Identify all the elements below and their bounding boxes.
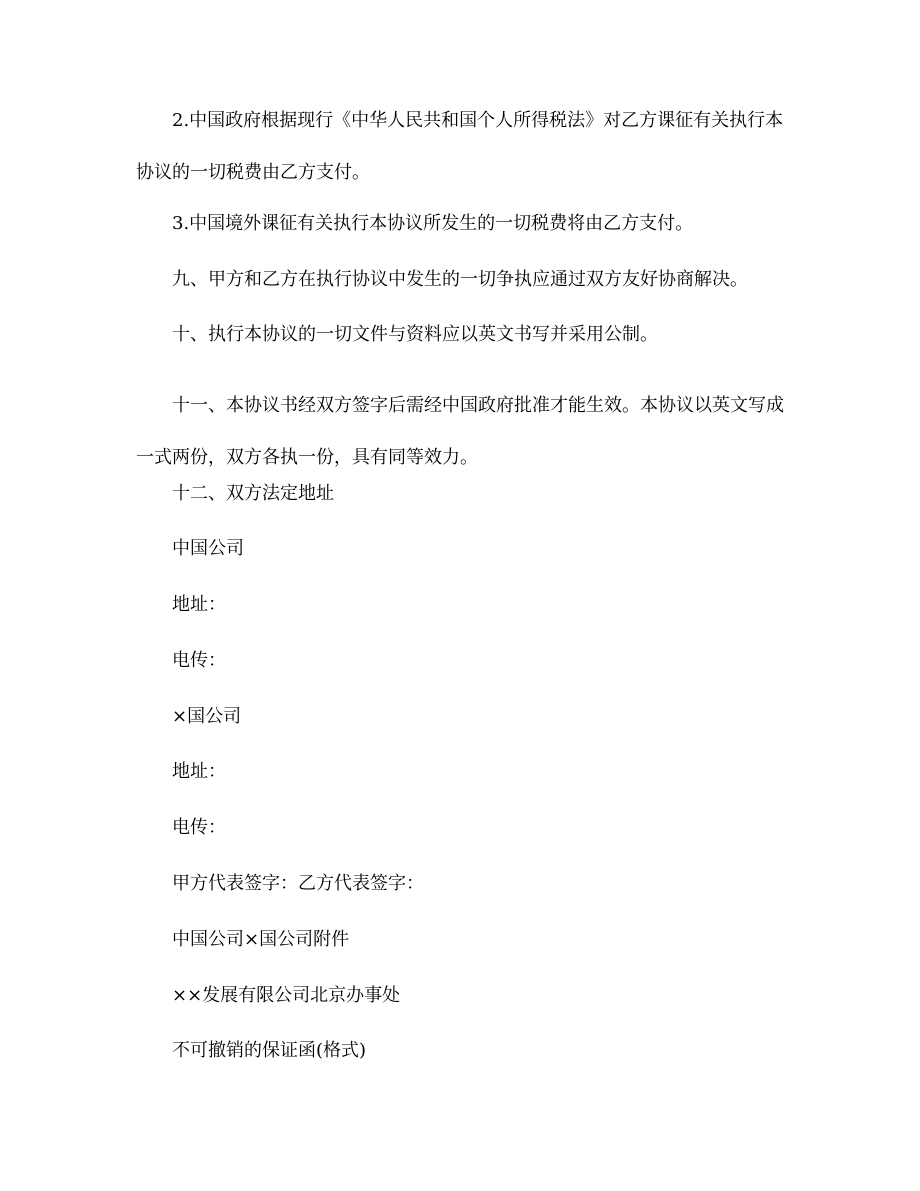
clause-11: 十一、本协议书经双方签字后需经中国政府批准才能生效。本协议以英文写成一式两份，双方各执一份，具有同等效力。 <box>136 395 784 468</box>
foreign-company-label: ×国公司 <box>172 706 242 727</box>
clause-tax-3: 3.中国境外课征有关执行本协议所发生的一切税费将由乙方支付。 <box>172 213 694 234</box>
foreign-fax-label: 电传： <box>172 817 226 838</box>
clause-12-heading: 十二、双方法定地址 <box>172 483 334 504</box>
china-company-label: 中国公司 <box>172 538 244 559</box>
companies-attachment-line: 中国公司×国公司附件 <box>172 929 350 950</box>
clause-10: 十、执行本协议的一切文件与资料应以英文书写并采用公制。 <box>172 324 658 345</box>
signature-line: 甲方代表签字：乙方代表签字： <box>172 873 424 894</box>
clause-tax-2: 2.中国政府根据现行《中华人民共和国个人所得税法》对乙方课征有关执行本协议的一切税费由乙方支付。 <box>136 110 784 183</box>
china-fax-label: 电传： <box>172 650 226 671</box>
china-address-label: 地址： <box>172 594 226 615</box>
guarantee-title: 不可撤销的保证函(格式) <box>172 1040 367 1061</box>
foreign-address-label: 地址： <box>172 761 226 782</box>
office-line: ××发展有限公司北京办事处 <box>172 985 401 1006</box>
clause-9: 九、甲方和乙方在执行协议中发生的一切争执应通过双方友好协商解决。 <box>172 269 748 290</box>
